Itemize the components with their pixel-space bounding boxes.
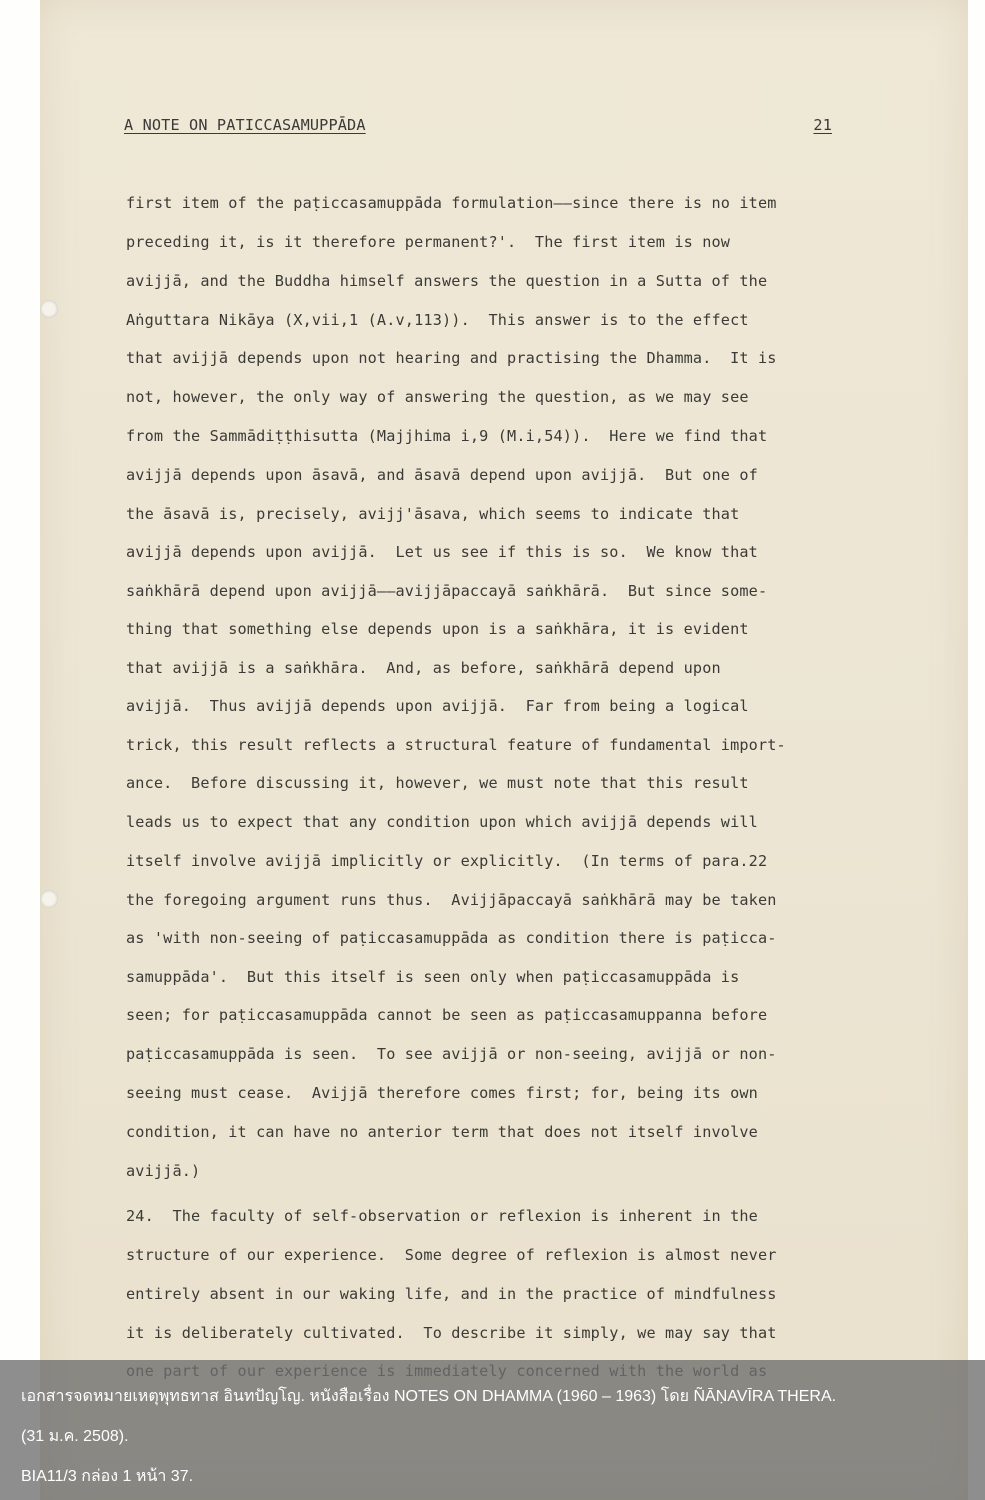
body-line: thing that something else depends upon is a saṅkhāra, it is evident — [126, 620, 749, 638]
body-line: not, however, the only way of answering the question, as we may see — [126, 388, 749, 406]
body-line: seeing must cease. Avijjā therefore comes first; for, being its own — [126, 1084, 758, 1102]
body-line: avijjā depends upon avijjā. Let us see if this is so. We know that — [126, 543, 758, 561]
body-line: avijjā.) — [126, 1162, 201, 1180]
body-line: that avijjā depends upon not hearing and practising the Dhamma. It is — [126, 349, 777, 367]
body-line: condition, it can have no anterior term that does not itself involve — [126, 1123, 758, 1141]
body-line: it is deliberately cultivated. To describe it simply, we may say that — [126, 1324, 777, 1342]
body-line: saṅkhārā depend upon avijjā——avijjāpaccayā saṅkhārā. But since some- — [126, 582, 768, 600]
body-line: structure of our experience. Some degree of reflexion is almost never — [126, 1246, 777, 1264]
body-line: paṭiccasamuppāda is seen. To see avijjā or non-seeing, avijjā or non- — [126, 1045, 777, 1063]
body-line: samuppāda'. But this itself is seen only when paṭiccasamuppāda is — [126, 968, 740, 986]
body-line: avijjā. Thus avijjā depends upon avijjā. Far from being a logical — [126, 697, 749, 715]
body-line: avijjā, and the Buddha himself answers the question in a Sutta of the — [126, 272, 768, 290]
body-line: as 'with non-seeing of paṭiccasamuppāda as condition there is paṭicca- — [126, 929, 777, 947]
header-title: A NOTE ON PATICCASAMUPPĀDA — [124, 116, 366, 134]
running-header — [124, 116, 832, 138]
body-line: 24. The faculty of self-observation or reflexion is inherent in the — [126, 1207, 758, 1225]
body-line: trick, this result reflects a structural feature of fundamental import- — [126, 736, 786, 754]
body-line: entirely absent in our waking life, and in the practice of mindfulness — [126, 1285, 777, 1303]
body-line: leads us to expect that any condition upon which avijjā depends will — [126, 813, 758, 831]
body-line: the āsavā is, precisely, avijj'āsava, which seems to indicate that — [126, 505, 740, 523]
body-line: itself involve avijjā implicitly or explicitly. (In terms of para.22 — [126, 852, 768, 870]
body-line: ance. Before discussing it, however, we must note that this result — [126, 774, 749, 792]
caption-line-2: (31 ม.ค. 2508). — [21, 1428, 129, 1445]
body-line: preceding it, is it therefore permanent?'. The first item is now — [126, 233, 731, 251]
body-line: from the Sammādiṭṭhisutta (Majjhima i,9 (M.i,54)). Here we find that — [126, 427, 768, 445]
body-line: that avijjā is a saṅkhāra. And, as before, saṅkhārā depend upon — [126, 659, 721, 677]
caption-line-1: เอกสารจดหมายเหตุพุทธทาส อินทปัญโญ. หนังสือเรื่อง NOTES ON DHAMMA (1960 – 1963) โดย ÑĀṆAVĪRA THERA. — [21, 1388, 837, 1405]
punch-hole — [40, 890, 58, 908]
body-line: first item of the paṭiccasamuppāda formulation——since there is no item — [126, 194, 777, 212]
page-number: 21 — [813, 116, 832, 134]
body-line: Aṅguttara Nikāya (X,vii,1 (A.v,113)). This answer is to the effect — [126, 311, 749, 329]
body-line: seen; for paṭiccasamuppāda cannot be seen as paṭiccasamuppanna before — [126, 1006, 768, 1024]
body-line: the foregoing argument runs thus. Avijjāpaccayā saṅkhārā may be taken — [126, 891, 777, 909]
body-line: avijjā depends upon āsavā, and āsavā depend upon avijjā. But one of — [126, 466, 758, 484]
archive-caption — [0, 1360, 985, 1500]
punch-hole — [40, 300, 58, 318]
caption-line-3: BIA11/3 กล่อง 1 หน้า 37. — [21, 1468, 194, 1485]
